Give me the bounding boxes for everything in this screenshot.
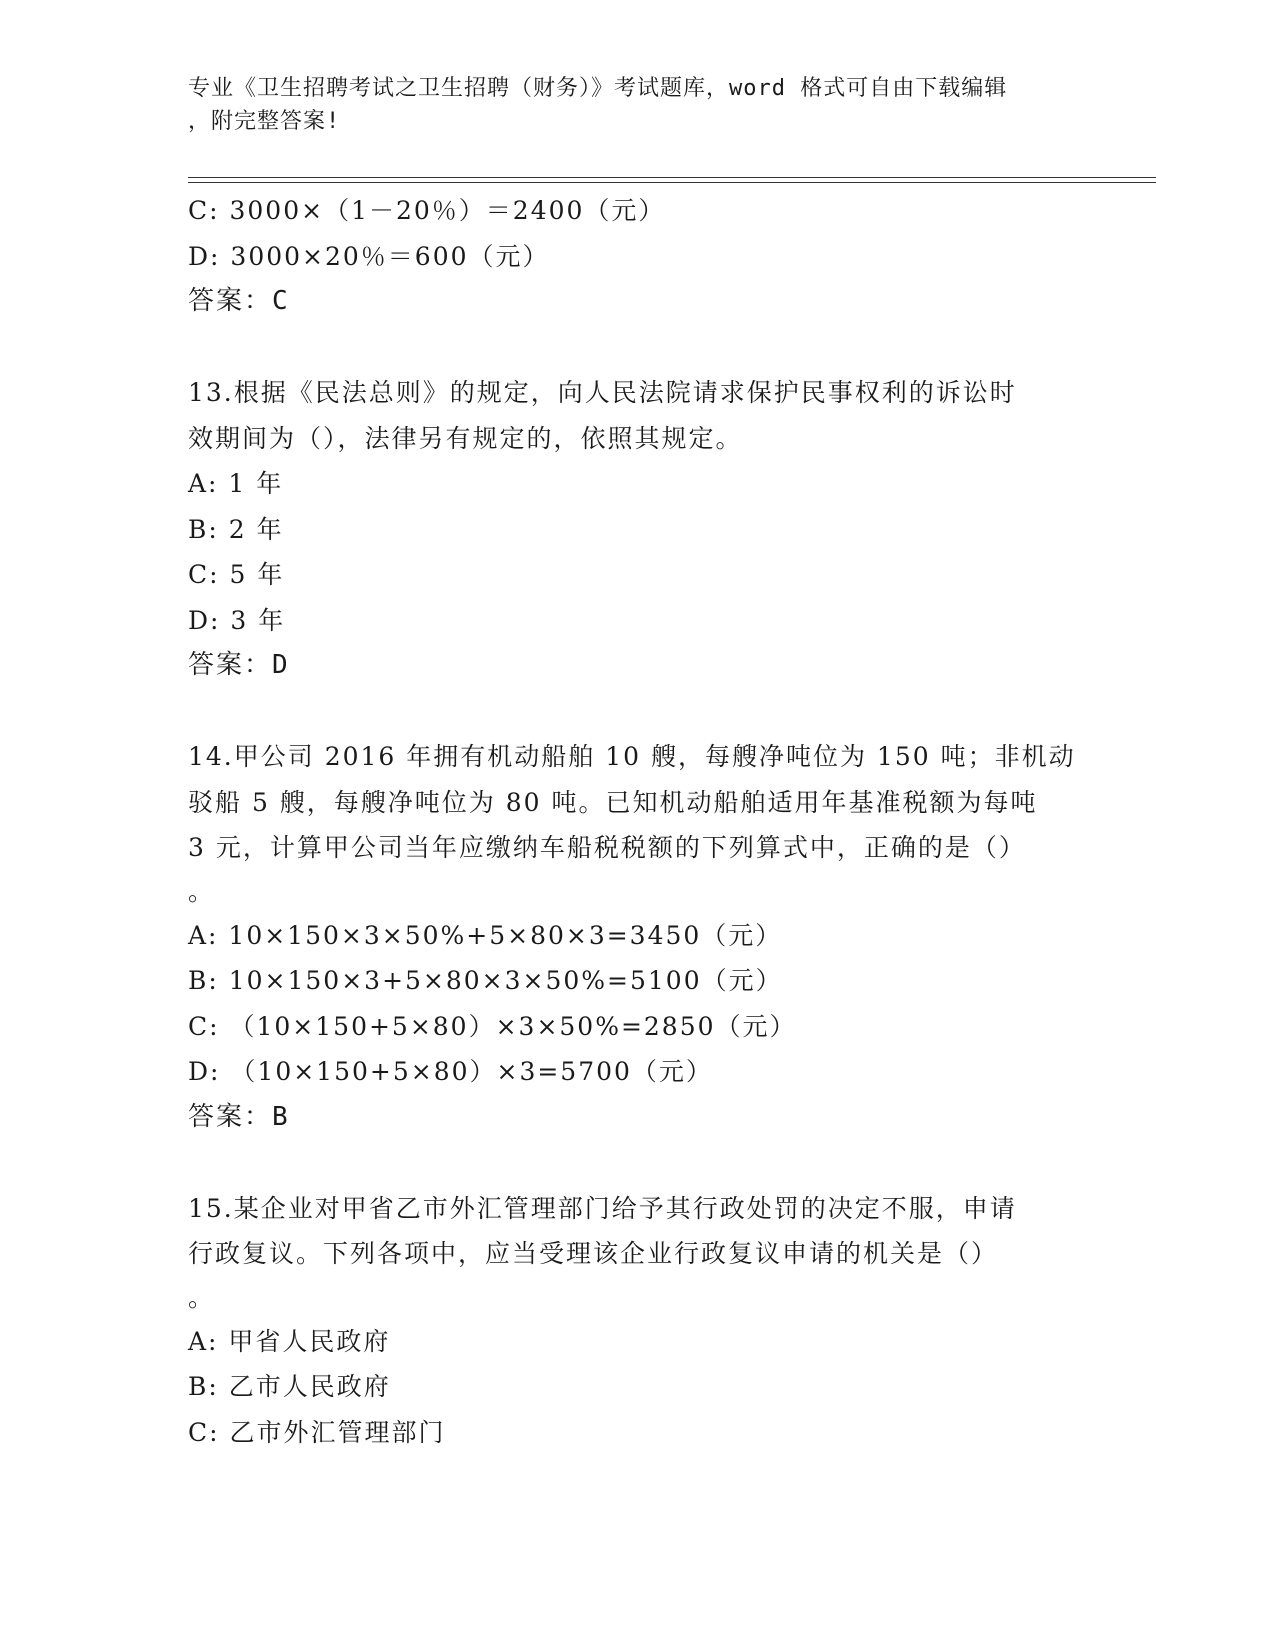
option-d: D: 3000×20％＝600（元） [188,241,550,271]
option-c: C: 5 年 [188,560,285,589]
header-line-1: 专业《卫生招聘考试之卫生招聘（财务）》考试题库，word 格式可自由下载编辑 [188,76,1008,101]
question-15 [188,1186,1088,1456]
stem-line: 行政复议。下列各项中，应当受理该企业行政复议申请的机关是（） [188,1239,999,1268]
option-b: B: 乙市人民政府 [188,1372,391,1401]
header-divider-top [188,177,1156,178]
answer-line: 答案：B [188,1101,290,1132]
stem-line: 。 [188,1282,216,1312]
stem-line: 13.根据《民法总则》的规定，向人民法院请求保护民事权利的诉讼时 [188,378,1017,407]
option-c: C: 3000×（1－20％）＝2400（元） [188,196,666,225]
answer-line: 答案：C [188,286,290,316]
stem-line: 效期间为（），法律另有规定的，依照其规定。 [188,423,743,453]
option-d: D: 3 年 [188,605,286,635]
option-b: B: 10×150×3+5×80×3×50%=5100（元） [188,966,783,995]
stem-line: 14.甲公司 2016 年拥有机动船舶 10 艘，每艘净吨位为 150 吨；非机动 [188,742,1076,771]
stem-line: 3 元，计算甲公司当年应缴纳车船税税额的下列算式中，正确的是（） [188,833,1026,862]
question-12-tail [188,188,1088,325]
question-stem [188,1186,1088,1319]
spacer [188,689,1088,735]
answer-line: 答案：D [188,650,290,680]
question-list [188,188,1088,1455]
option-d: D: （10×150+5×80）×3=5700（元） [188,1057,713,1086]
option-a: A: 甲省人民政府 [188,1326,391,1356]
spacer [188,325,1088,371]
stem-line: 驳船 5 艘，每艘净吨位为 80 吨。已知机动船舶适用年基准税额为每吨 [188,787,1038,817]
option-a: A: 10×150×3×50%+5×80×3=3450（元） [188,920,783,950]
header-divider-bottom [188,182,1156,183]
question-14 [188,734,1088,1140]
question-stem [188,734,1088,913]
option-c: C: （10×150+5×80）×3×50%=2850（元） [188,1011,797,1041]
stem-line: 。 [188,876,216,906]
stem-line: 15.某企业对甲省乙市外汇管理部门给予其行政处罚的决定不服，申请 [188,1193,1017,1223]
header-line-2: ，附完整答案! [188,109,341,134]
question-stem [188,370,1088,461]
question-13 [188,370,1088,689]
option-b: B: 2 年 [188,514,284,544]
page-header [188,72,1088,138]
option-c: C: 乙市外汇管理部门 [188,1417,446,1447]
spacer [188,1140,1088,1186]
option-a: A: 1 年 [188,469,284,498]
